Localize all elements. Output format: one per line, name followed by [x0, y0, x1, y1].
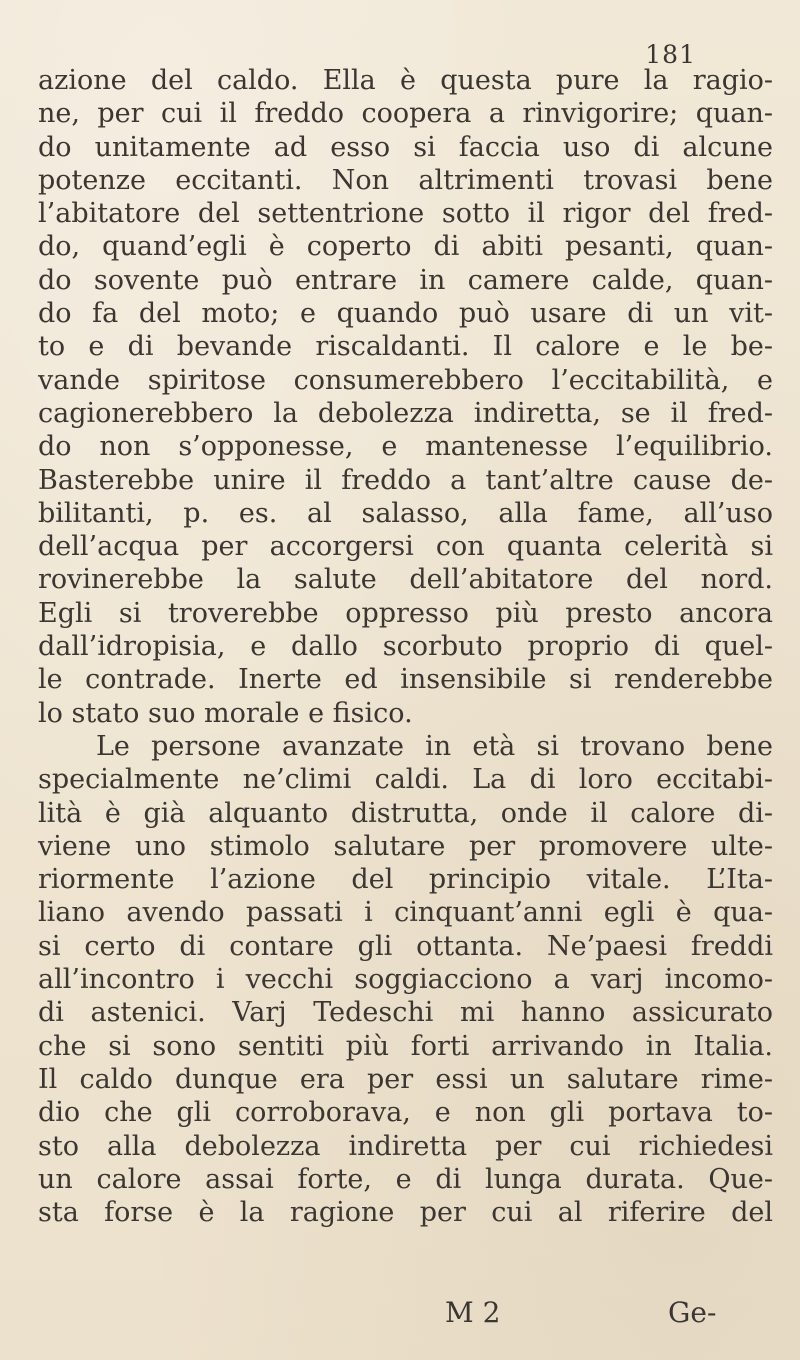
- text-line: do unitamente ad esso si faccia uso di alcune: [38, 131, 773, 163]
- catchword: Ge-: [668, 1296, 717, 1329]
- text-line: all’incontro i vecchi soggiacciono a varj incomo-: [38, 964, 773, 996]
- text-line: sto alla debolezza indiretta per cui richiedesi: [38, 1130, 773, 1162]
- body-text: [38, 64, 773, 1229]
- text-line: viene uno stimolo salutare per promovere ulte-: [38, 830, 773, 862]
- text-line: do fa del moto; e quando può usare di un vit-: [38, 298, 773, 330]
- text-line: to e di bevande riscaldanti. Il calore e le be-: [38, 331, 773, 363]
- text-line: di astenici. Varj Tedeschi mi hanno assicurato: [38, 997, 773, 1029]
- text-line: dell’acqua per accorgersi con quanta celerità si: [38, 531, 773, 563]
- text-line: riormente l’azione del principio vitale. L’Ita-: [38, 864, 773, 896]
- text-line: Egli si troverebbe oppresso più presto ancora: [38, 597, 773, 629]
- text-line: dall’idropisia, e dallo scorbuto proprio di quel-: [38, 631, 773, 663]
- text-line: Il caldo dunque era per essi un salutare rime-: [38, 1063, 773, 1095]
- text-line: do sovente può entrare in camere calde, quan-: [38, 264, 773, 296]
- paragraph-end-line: lo stato suo morale e fisico.: [38, 697, 413, 729]
- page-number: 181: [645, 40, 696, 69]
- text-line: sta forse è la ragione per cui al riferire del: [38, 1197, 773, 1229]
- text-line: lità è già alquanto distrutta, onde il calore di-: [38, 797, 773, 829]
- text-line: do, quand’egli è coperto di abiti pesanti, quan-: [38, 231, 773, 263]
- text-line: dio che gli corroborava, e non gli portava to-: [38, 1097, 773, 1129]
- signature-mark: M 2: [445, 1296, 501, 1329]
- footer-marks: [0, 1296, 800, 1332]
- text-line: ne, per cui il freddo coopera a rinvigorire; quan-: [38, 98, 773, 130]
- text-line: le contrade. Inerte ed insensibile si renderebbe: [38, 664, 773, 696]
- text-line: potenze eccitanti. Non altrimenti trovasi bene: [38, 164, 773, 196]
- text-line: si certo di contare gli ottanta. Ne’paesi freddi: [38, 930, 773, 962]
- text-line: rovinerebbe la salute dell’abitatore del nord.: [38, 564, 773, 596]
- text-line: un calore assai forte, e di lunga durata. Que-: [38, 1163, 773, 1195]
- text-line: che si sono sentiti più forti arrivando in Italia.: [38, 1030, 773, 1062]
- text-line: Basterebbe unire il freddo a tant’altre cause de-: [38, 464, 773, 496]
- paragraph-start-line: Le persone avanzate in età si trovano bene: [96, 730, 773, 762]
- text-line: bilitanti, p. es. al salasso, alla fame, all’uso: [38, 497, 773, 529]
- text-line: cagionerebbero la debolezza indiretta, se il fred-: [38, 397, 773, 429]
- text-line: do non s’opponesse, e mantenesse l’equilibrio.: [38, 431, 773, 463]
- text-line: vande spiritose consumerebbero l’eccitabilità, e: [38, 364, 773, 396]
- text-line: azione del caldo. Ella è questa pure la ragio-: [38, 65, 773, 96]
- text-line: liano avendo passati i cinquant’anni egli è qua-: [38, 897, 773, 929]
- text-line: specialmente ne’climi caldi. La di loro eccitabi-: [38, 764, 773, 796]
- text-line: l’abitatore del settentrione sotto il rigor del fred-: [38, 198, 773, 230]
